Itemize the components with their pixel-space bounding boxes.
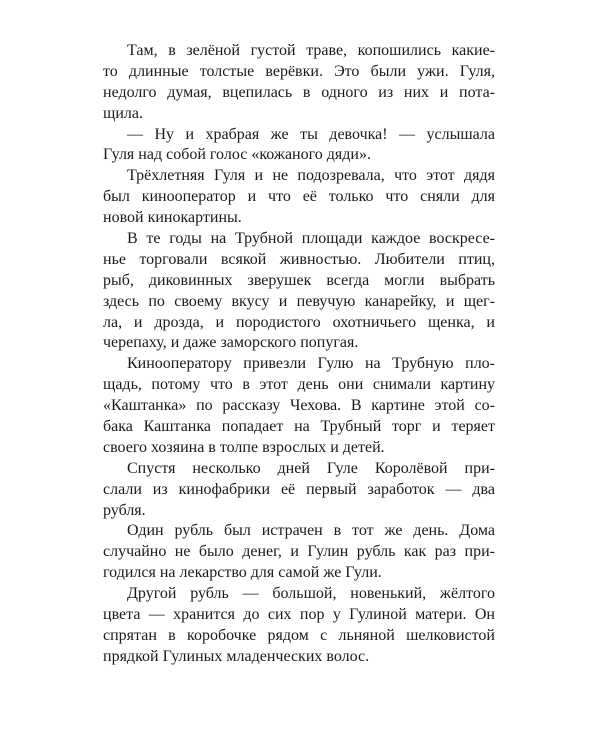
text-line: нье торговали всякой живностью. Любители птиц, <box>103 250 495 268</box>
text-line: случайно не было денег, и Гулин рубль как раз при- <box>103 543 495 561</box>
paragraph <box>103 459 495 522</box>
text-line: Кинооператору привезли Гулю на Трубную пло- <box>127 355 495 373</box>
text-line: годился на лекарство для самой же Гули. <box>103 564 382 582</box>
text-line: рубля. <box>103 501 146 519</box>
text-line: Другой рубль — большой, новенький, жёлтого <box>127 585 495 603</box>
text-line: бака Каштанка попадает на Трубный торг и теряет <box>103 418 495 436</box>
text-line: своего хозяина в толпе взрослых и детей. <box>103 438 385 456</box>
paragraph <box>103 41 495 125</box>
text-line: Один рубль был истрачен в тот же день. Дома <box>127 522 495 540</box>
text-line: был кинооператор и что её только что сняли для <box>103 188 495 206</box>
text-line: прядкой Гулиных младенческих волос. <box>103 647 370 665</box>
text-line: здесь по своему вкусу и певучую канарейку, и щег- <box>103 292 495 310</box>
text-line: слали из кинофабрики её первый заработок — два <box>103 480 495 498</box>
text-line: новой кинокартины. <box>103 209 242 227</box>
text-line: ла, и дрозда, и породистого охотничьего щенка, и <box>103 313 495 331</box>
paragraph <box>103 125 495 167</box>
text-line: черепаху, и даже заморского попугая. <box>103 334 359 352</box>
paragraph <box>103 521 495 584</box>
text-line: щадь, потому что в этот день они снимали картину <box>103 376 495 394</box>
text-line: спрятан в коробочке рядом с льняной шелковистой <box>103 626 495 644</box>
text-line: цвета — хранится до сих пор у Гулиной матери. Он <box>103 606 495 624</box>
text-line: Гуля над собой голос «кожаного дяди». <box>103 146 371 164</box>
text-line: то длинные толстые верёвки. Это были ужи. Гуля, <box>103 62 495 80</box>
paragraph <box>103 166 495 229</box>
text-line: недолго думая, вцепилась в одного из них и пота- <box>103 83 495 101</box>
text-line: — Ну и храбрая же ты девочка! — услышала <box>127 125 495 143</box>
text-line: В те годы на Трубной площади каждое воскресе- <box>127 230 495 248</box>
text-line: рыб, диковинных зверушек всегда могли выбрать <box>103 271 495 289</box>
paragraph <box>103 584 495 668</box>
book-page-text <box>103 41 495 668</box>
paragraph <box>103 229 495 354</box>
text-line: Там, в зелёной густой траве, копошились какие- <box>127 42 495 59</box>
text-line: щила. <box>103 104 143 122</box>
text-line: Трёхлетняя Гуля и не подозревала, что этот дядя <box>127 167 495 185</box>
text-line: «Каштанка» по рассказу Чехова. В картине этой со- <box>103 397 495 415</box>
text-line: Спустя несколько дней Гуле Королёвой при- <box>127 459 495 477</box>
paragraph <box>103 354 495 458</box>
